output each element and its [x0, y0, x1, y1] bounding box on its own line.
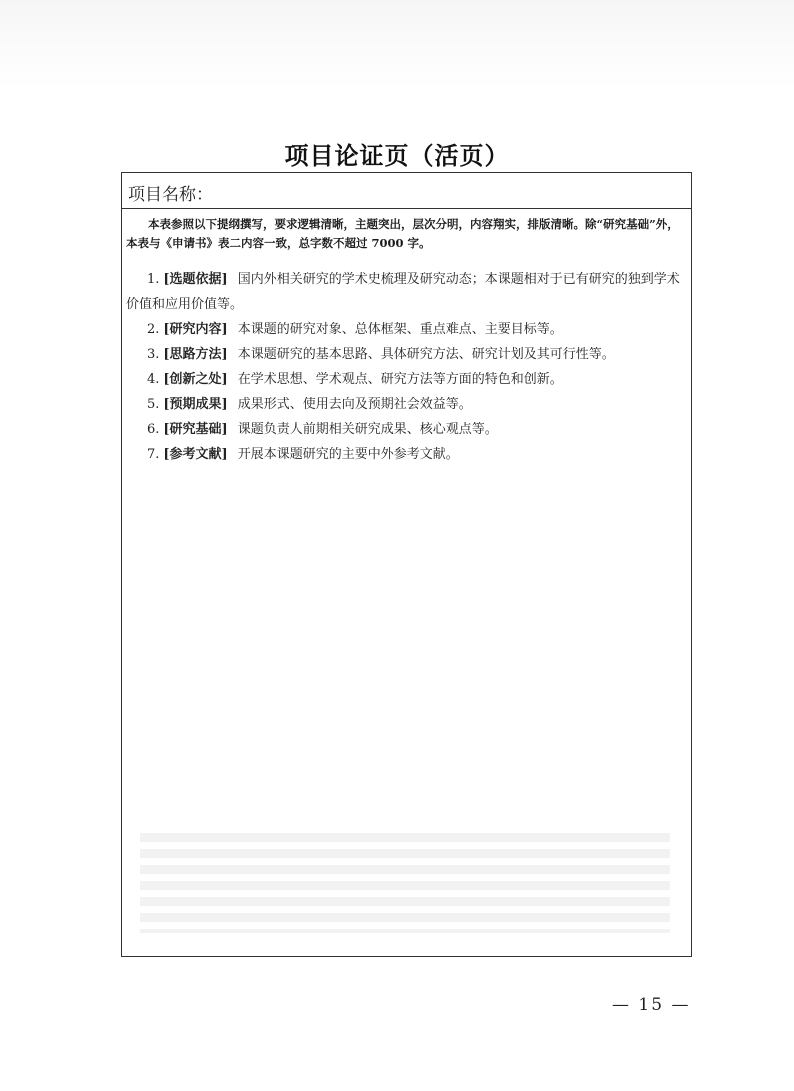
item-tag: [研究基础] — [163, 422, 228, 437]
list-item — [122, 317, 693, 342]
item-number: 6. — [147, 422, 160, 437]
form-instructions: 本表参照以下提纲撰写，要求逻辑清晰，主题突出，层次分明，内容翔实，排版清晰。除“研究基础”外，本表与《申请书》表二内容一致，总字数不超过 7000 字。 — [126, 217, 679, 250]
page-number: — 15 — — [612, 995, 691, 1015]
item-number: 4. — [147, 372, 160, 387]
item-tag: [参考文献] — [163, 447, 228, 462]
list-item — [122, 417, 693, 442]
item-tag: [创新之处] — [163, 372, 228, 387]
bleed-through-shading — [140, 833, 670, 933]
list-item — [122, 367, 693, 392]
item-text: 开展本课题研究的主要中外参考文献。 — [237, 447, 459, 462]
item-tag: [研究内容] — [163, 322, 228, 337]
item-number: 7. — [147, 447, 160, 462]
argumentation-form — [121, 172, 692, 957]
outline-list — [122, 267, 693, 467]
list-item — [122, 392, 693, 417]
page-title: 项目论证页（活页） — [284, 141, 510, 170]
item-tag: [预期成果] — [163, 397, 228, 412]
list-item — [122, 442, 693, 467]
item-text: 成果形式、使用去向及预期社会效益等。 — [237, 397, 472, 412]
scan-shading — [0, 0, 794, 90]
item-number: 1. — [147, 272, 160, 287]
item-text: 本课题研究的基本思路、具体研究方法、研究计划及其可行性等。 — [237, 347, 615, 362]
item-text: 本课题的研究对象、总体框架、重点难点、主要目标等。 — [237, 322, 563, 337]
item-text: 课题负责人前期相关研究成果、核心观点等。 — [237, 422, 498, 437]
item-tag: [思路方法] — [163, 347, 228, 362]
item-tag: [选题依据] — [163, 272, 228, 287]
project-name-label: 项目名称： — [128, 185, 213, 205]
item-text: 在学术思想、学术观点、研究方法等方面的特色和创新。 — [237, 372, 563, 387]
list-item — [122, 267, 693, 317]
item-number: 5. — [147, 397, 160, 412]
item-text: 国内外相关研究的学术史梳理及研究动态；本课题相对于已有研究的独到学术价值和应用价值等。 — [126, 272, 680, 312]
project-name-row — [122, 173, 691, 209]
item-number: 3. — [147, 347, 160, 362]
list-item — [122, 342, 693, 367]
item-number: 2. — [147, 322, 160, 337]
